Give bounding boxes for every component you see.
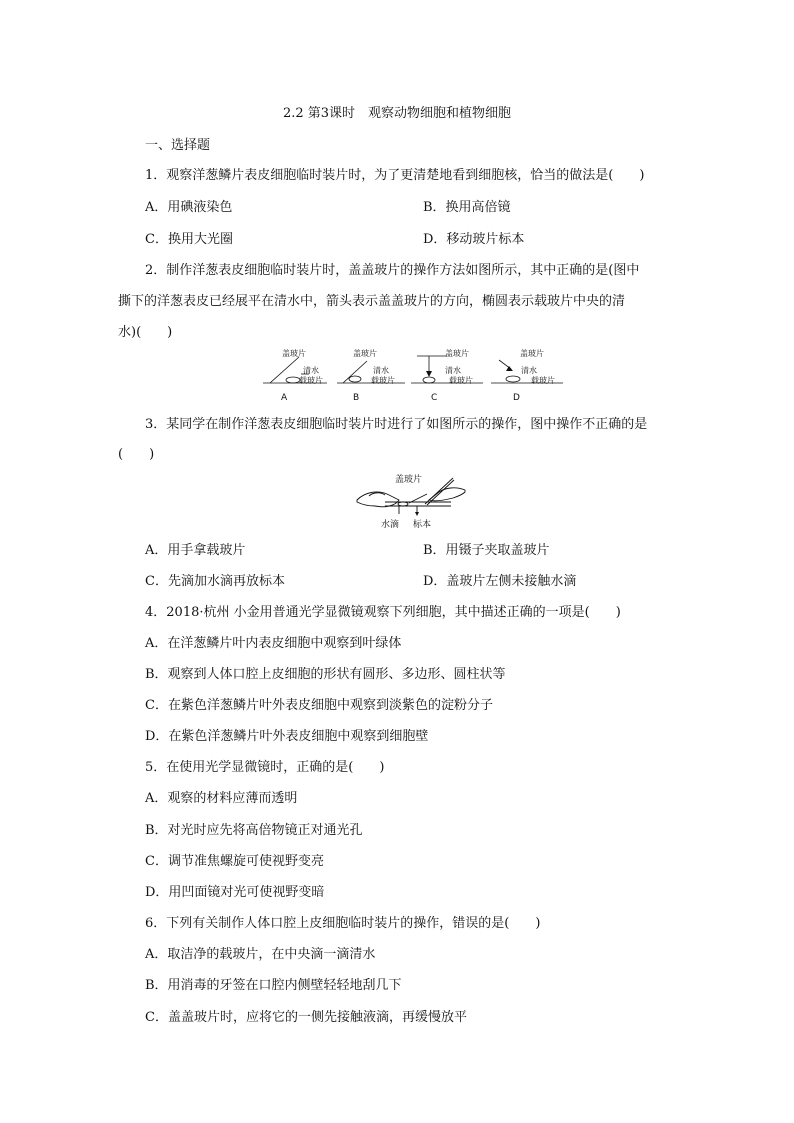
fig2-b-letter: B bbox=[353, 393, 360, 403]
fig2-a-water-label: 清水 bbox=[303, 366, 319, 375]
question-4-option-a: A．在洋葱鳞片叶内表皮细胞中观察到叶绿体 bbox=[145, 636, 402, 651]
fig2-a-slide-label: 载玻片 bbox=[299, 376, 323, 385]
question-3-option-d: D．盖玻片左侧未接触水滴 bbox=[423, 574, 577, 589]
fig2-d-cover-label: 盖玻片 bbox=[520, 349, 544, 358]
question-4-stem: 4．2018·杭州 小金用普通光学显微镜观察下列细胞，其中描述正确的一项是( ) bbox=[145, 605, 621, 620]
question-5-option-c: C．调节准焦螺旋可使视野变亮 bbox=[145, 854, 324, 869]
question-2-stem-line-1: 2．制作洋葱表皮细胞临时装片时，盖盖玻片的操作方法如图所示，其中正确的是(图中 bbox=[145, 263, 640, 278]
question-2-stem-line-2: 撕下的洋葱表皮已经展平在清水中，箭头表示盖盖玻片的方向，椭圆表示载玻片中央的清 bbox=[118, 294, 626, 309]
question-6-stem: 6．下列有关制作人体口腔上皮细胞临时装片的操作，错误的是( ) bbox=[145, 916, 541, 931]
fig2-c-letter: C bbox=[431, 393, 438, 403]
question-6-option-a: A．取洁净的载玻片，在中央滴一滴清水 bbox=[145, 947, 376, 962]
question-5-stem: 5．在使用光学显微镜时，正确的是( ) bbox=[145, 760, 385, 775]
fig2-d-slide-label: 载玻片 bbox=[531, 376, 555, 385]
question-4-option-d: D．在紫色洋葱鳞片叶外表皮细胞中观察到细胞壁 bbox=[145, 729, 429, 744]
question-3-option-b: B．用镊子夹取盖玻片 bbox=[423, 543, 550, 558]
question-3-option-a: A．用手拿载玻片 bbox=[145, 543, 246, 558]
question-4-option-c: C．在紫色洋葱鳞片叶外表皮细胞中观察到淡紫色的淀粉分子 bbox=[145, 698, 493, 713]
fig2-a-cover-label: 盖玻片 bbox=[282, 349, 306, 358]
question-1-option-a: A．用碘液染色 bbox=[145, 200, 233, 215]
question-1-stem: 1．观察洋葱鳞片表皮细胞临时装片时，为了更清楚地看到细胞核，恰当的做法是( ) bbox=[145, 168, 645, 183]
question-5-option-d: D．用凹面镜对光可使视野变暗 bbox=[145, 885, 325, 900]
question-5-option-a: A．观察的材料应薄而透明 bbox=[145, 791, 298, 806]
question-5-option-b: B．对光时应先将高倍物镜正对通光孔 bbox=[145, 823, 363, 838]
fig2-b-slide-label: 载玻片 bbox=[371, 376, 395, 385]
fig2-b-cover-label: 盖玻片 bbox=[353, 349, 377, 358]
question-2-figure bbox=[255, 347, 565, 405]
fig2-c-cover-label: 盖玻片 bbox=[445, 349, 469, 358]
question-3-stem-line-1: 3．某同学在制作洋葱表皮细胞临时装片时进行了如图所示的操作，图中操作不正确的是 bbox=[145, 417, 648, 432]
fig2-b-water-label: 清水 bbox=[373, 366, 389, 375]
figure-2-panel-b bbox=[337, 348, 405, 403]
fig2-c-water-label: 清水 bbox=[445, 366, 461, 375]
question-2-stem-line-3: 水)( ) bbox=[118, 325, 173, 340]
fig3-drop-label: 水滴 bbox=[381, 520, 400, 530]
question-3-option-c: C．先滴加水滴再放标本 bbox=[145, 574, 285, 589]
question-3-stem-line-2: ( ) bbox=[118, 447, 155, 462]
section-heading: 一、选择题 bbox=[145, 138, 211, 153]
question-1-option-b: B．换用高倍镜 bbox=[423, 200, 511, 215]
fig3-cover-label: 盖玻片 bbox=[395, 475, 423, 485]
question-1-option-c: C．换用大光圈 bbox=[145, 232, 233, 247]
figure-2-panel-d bbox=[491, 348, 563, 403]
question-3-figure bbox=[355, 470, 467, 532]
question-4-option-b: B．观察到人体口腔上皮细胞的形状有圆形、多边形、圆柱状等 bbox=[145, 667, 506, 682]
page-title: 2.2 第3课时 观察动物细胞和植物细胞 bbox=[282, 106, 512, 121]
fig2-d-water-label: 清水 bbox=[521, 366, 537, 375]
fig2-d-letter: D bbox=[513, 393, 520, 403]
question-6-option-b: B．用消毒的牙签在口腔内侧壁轻轻地刮几下 bbox=[145, 978, 402, 993]
fig2-a-letter: A bbox=[281, 393, 288, 403]
question-6-option-c: C．盖盖玻片时，应将它的一侧先接触液滴，再缓慢放平 bbox=[145, 1010, 467, 1025]
figure-2-panel-c bbox=[411, 348, 483, 403]
fig2-c-slide-label: 载玻片 bbox=[449, 376, 473, 385]
fig3-specimen-label: 标本 bbox=[413, 520, 432, 530]
figure-2-panel-a bbox=[263, 348, 327, 403]
question-1-option-d: D．移动玻片标本 bbox=[423, 232, 525, 247]
